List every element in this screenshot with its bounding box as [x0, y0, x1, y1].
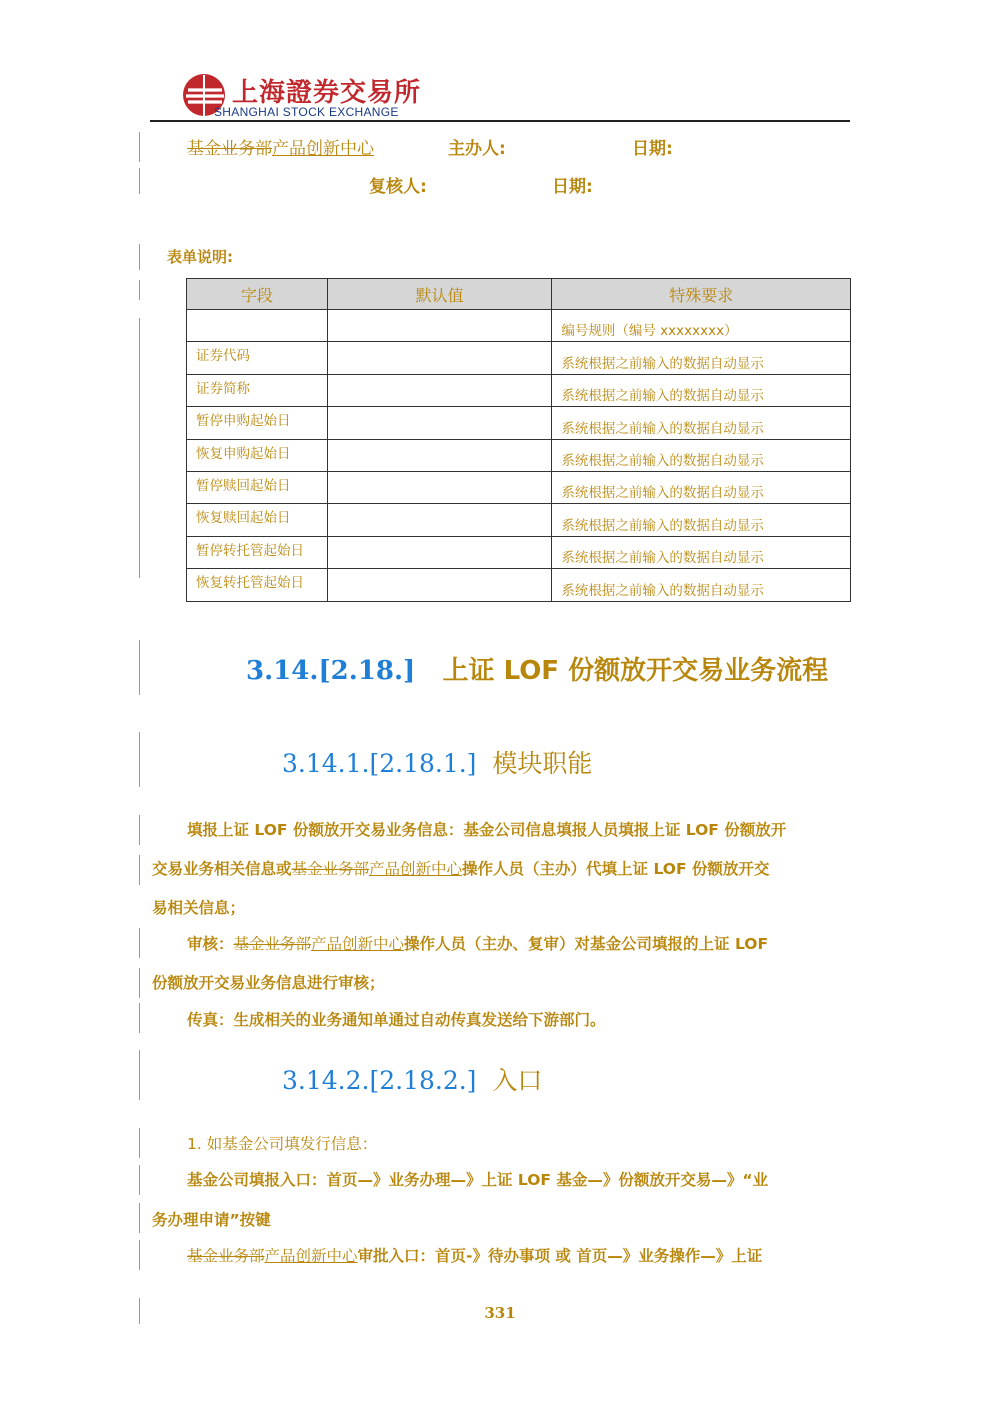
inserted-text: 产品创新中心 [311, 935, 405, 953]
field-cell: 证券代码 [187, 342, 328, 374]
revision-bar [139, 1165, 140, 1195]
inserted-text: 产品创新中心 [264, 1247, 358, 1265]
paragraph-line [187, 932, 768, 954]
paragraph-line: 填报上证 LOF 份额放开交易业务信息：基金公司信息填报人员填报上证 LOF 份额放开 [187, 821, 787, 839]
text-segment: 审核： [187, 935, 234, 953]
subsection-heading [282, 1061, 542, 1097]
revision-bar [139, 732, 140, 787]
requirement-cell: 系统根据之前输入的数据自动显示 [552, 536, 851, 568]
table-row [187, 439, 851, 471]
requirement-cell: 系统根据之前输入的数据自动显示 [552, 407, 851, 439]
text-segment: 审批入口：首页-》待办事项 或 首页—》业务操作—》上证 [357, 1247, 763, 1265]
table-row [187, 374, 851, 406]
field-cell: 暂停赎回起始日 [187, 471, 328, 503]
header-rule [150, 120, 850, 122]
revision-bar [139, 1128, 140, 1158]
paragraph-line: 易相关信息； [152, 899, 246, 917]
table-row [187, 407, 851, 439]
host-label: 主办人: [448, 139, 506, 159]
default-cell [327, 536, 552, 568]
deleted-text: 基金业务部 [187, 139, 272, 159]
default-cell [327, 504, 552, 536]
paragraph-line [187, 1244, 762, 1266]
column-header: 默认值 [327, 279, 552, 310]
deleted-text: 基金业务部 [187, 1247, 265, 1265]
subsection-heading [282, 744, 592, 780]
column-header: 字段 [187, 279, 328, 310]
requirement-cell: 编号规则（编号 xxxxxxxx） [552, 310, 851, 342]
inserted-text: 产品创新中心 [272, 139, 374, 159]
default-cell [327, 439, 552, 471]
deleted-text: 基金业务部 [291, 860, 370, 878]
table-row [187, 504, 851, 536]
field-cell: 恢复赎回起始日 [187, 504, 328, 536]
table-row [187, 342, 851, 374]
text-segment: 操作人员（主办、复审）对基金公司填报的上证 LOF [404, 935, 769, 953]
table-row [187, 310, 851, 342]
reviewer-label: 复核人: [369, 177, 427, 197]
table-row [187, 536, 851, 568]
revision-bar [139, 968, 140, 998]
table-row [187, 569, 851, 601]
revision-bar [139, 1003, 140, 1033]
list-item: 1. 如基金公司填发行信息： [187, 1135, 378, 1153]
paragraph-line: 基金公司填报入口：首页—》业务办理—》上证 LOF 基金—》份额放开交易—》“业 [187, 1171, 769, 1189]
page-number: 331 [484, 1304, 516, 1322]
inserted-text: 产品创新中心 [369, 860, 463, 878]
default-cell [327, 310, 552, 342]
date-label-2: 日期: [552, 177, 593, 197]
revision-bar [139, 928, 140, 958]
default-cell [327, 407, 552, 439]
requirement-cell: 系统根据之前输入的数据自动显示 [552, 439, 851, 471]
revision-bar [139, 1050, 140, 1100]
subsection-number: 3.14.1.[2.18.1.] [282, 749, 477, 778]
logo-english-name: SHANGHAI STOCK EXCHANGE [214, 105, 399, 119]
revision-bar [139, 280, 140, 300]
text-segment: 操作人员（主办）代填上证 LOF 份额放开交 [462, 860, 770, 878]
revision-bar [139, 640, 140, 695]
paragraph-line: 份额放开交易业务信息进行审核； [152, 974, 385, 992]
table-row [187, 471, 851, 503]
field-cell: 恢复转托管起始日 [187, 569, 328, 601]
form-fields-table [186, 278, 851, 602]
paragraph-line: 传真：生成相关的业务通知单通过自动传真发送给下游部门。 [187, 1011, 606, 1029]
deleted-text: 基金业务部 [233, 935, 312, 953]
subsection-title: 模块职能 [492, 749, 593, 778]
revision-bar [139, 1240, 140, 1270]
requirement-cell: 系统根据之前输入的数据自动显示 [552, 342, 851, 374]
default-cell [327, 342, 552, 374]
revision-bar [139, 132, 140, 162]
form-description-title: 表单说明: [167, 248, 233, 266]
subsection-number: 3.14.2.[2.18.2.] [282, 1066, 477, 1095]
column-header: 特殊要求 [552, 279, 851, 310]
revision-bar [139, 1203, 140, 1233]
subsection-title: 入口 [492, 1066, 543, 1095]
default-cell [327, 471, 552, 503]
field-cell: 证券简称 [187, 374, 328, 406]
field-cell: 暂停申购起始日 [187, 407, 328, 439]
paragraph-line [152, 857, 769, 879]
section-title: 上证 LOF 份额放开交易业务流程 [442, 656, 829, 686]
section-number: 3.14.[2.18.] [246, 656, 416, 686]
revision-bar [139, 855, 140, 885]
default-cell [327, 569, 552, 601]
department-name [187, 134, 374, 159]
field-cell: 恢复申购起始日 [187, 439, 328, 471]
field-cell [187, 310, 328, 342]
revision-bar [139, 318, 140, 578]
requirement-cell: 系统根据之前输入的数据自动显示 [552, 504, 851, 536]
logo-chinese-name: 上海證券交易所 [232, 78, 422, 108]
date-label: 日期: [632, 139, 673, 159]
requirement-cell: 系统根据之前输入的数据自动显示 [552, 569, 851, 601]
section-heading [246, 650, 828, 687]
revision-bar [139, 815, 140, 845]
table-header-row [187, 279, 851, 310]
requirement-cell: 系统根据之前输入的数据自动显示 [552, 374, 851, 406]
paragraph-line: 务办理申请”按键 [152, 1211, 271, 1229]
revision-bar [139, 168, 140, 194]
field-cell: 暂停转托管起始日 [187, 536, 328, 568]
text-segment: 交易业务相关信息或 [152, 860, 292, 878]
revision-bar [139, 244, 140, 270]
default-cell [327, 374, 552, 406]
requirement-cell: 系统根据之前输入的数据自动显示 [552, 471, 851, 503]
